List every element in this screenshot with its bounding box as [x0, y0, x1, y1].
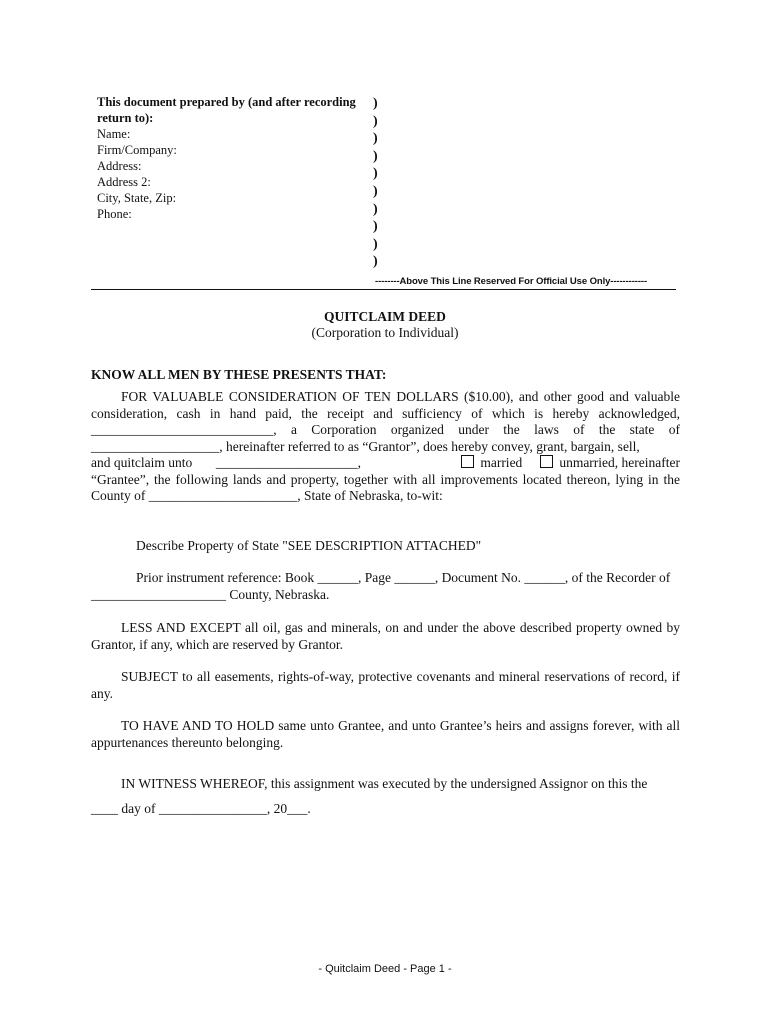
bracket-paren: )	[373, 96, 378, 111]
prior-instrument	[91, 570, 680, 603]
witness-paragraph	[91, 776, 680, 793]
page-footer	[0, 963, 770, 975]
less-except-text: LESS AND EXCEPT all oil, gas and minerals, on and under the above described property owned by Grantor, if any, which are reserved by Grantor.	[91, 620, 680, 652]
bracket-paren: )	[373, 166, 378, 182]
less-except-paragraph	[91, 620, 680, 653]
to-have-text: TO HAVE AND TO HOLD same unto Grantee, and unto Grantee’s heirs and assigns forever, with all appurtenances thereunto belonging.	[91, 718, 680, 750]
bracket-paren: )	[373, 219, 378, 235]
describe-property-text: Describe Property of State "SEE DESCRIPTION ATTACHED"	[136, 538, 482, 553]
bracket-column	[373, 95, 378, 271]
date-line	[91, 801, 680, 818]
preparer-city-label: City, State, Zip:	[97, 191, 177, 205]
unmarried-label: unmarried, hereinafter	[559, 455, 680, 470]
date-line-text: ____ day of ________________, 20___.	[91, 801, 311, 816]
deed-title: QUITCLAIM DEED	[324, 309, 446, 324]
marital-status	[443, 455, 680, 472]
reserved-divider	[91, 289, 676, 290]
know-all-men-heading: KNOW ALL MEN BY THESE PRESENTS THAT:	[91, 367, 387, 382]
married-label: married	[480, 455, 523, 470]
bracket-paren: )	[373, 201, 378, 217]
quitclaim-label: and quitclaim unto	[91, 455, 193, 470]
preparer-title-line-1: This document prepared by (and after recording	[97, 95, 356, 109]
bracket-paren: )	[373, 113, 378, 129]
married-checkbox[interactable]	[461, 455, 474, 468]
witness-text: IN WITNESS WHEREOF, this assignment was executed by the undersigned Assignor on this the	[121, 776, 648, 791]
preparer-block	[97, 94, 369, 222]
bracket-paren: )	[373, 183, 378, 199]
unmarried-checkbox[interactable]	[540, 455, 553, 468]
to-have-paragraph	[91, 718, 680, 751]
consideration-paragraph	[91, 389, 680, 505]
consideration-text: FOR VALUABLE CONSIDERATION OF TEN DOLLARS ($10.00), and other good and valuable consideration, cash in hand paid, the receipt and sufficiency of which is hereby acknowledged, ___________________________, a Corporation organized under the laws of the state of ___________________, hereinafter referred to as “Grantor”, does hereby convey, grant, bargain, sell,	[91, 389, 680, 454]
preparer-name-label: Name:	[97, 127, 131, 141]
preparer-firm-label: Firm/Company:	[97, 143, 177, 157]
preparer-phone-label: Phone:	[97, 207, 132, 221]
grantee-text: “Grantee”, the following lands and property, together with all improvements located thereon, lying in the County of ______________________, State of Nebraska, to-wit:	[91, 471, 680, 503]
quitclaim-row	[91, 455, 680, 472]
describe-property	[91, 538, 680, 555]
footer-left: - Quitclaim Deed -	[318, 963, 411, 975]
bracket-paren: )	[373, 236, 378, 252]
deed-subtitle: (Corporation to Individual)	[311, 325, 459, 340]
grantee-blank: _____________________,	[215, 455, 361, 470]
bracket-paren: )	[373, 254, 378, 270]
bracket-paren: )	[373, 148, 378, 164]
prior-instrument-line-2: ____________________ County, Nebraska.	[91, 586, 330, 602]
bracket-paren: )	[373, 131, 378, 147]
footer-page-number: Page 1	[410, 963, 445, 975]
footer-right: -	[444, 963, 452, 975]
reserved-notice: --------Above This Line Reserved For Official Use Only------------	[375, 276, 648, 287]
preparer-address-label: Address:	[97, 159, 142, 173]
subject-text: SUBJECT to all easements, rights-of-way, protective covenants and mineral reservations of record, if any.	[91, 669, 680, 701]
prior-instrument-line-1: Prior instrument reference: Book ______, Page ______, Document No. ______, of the Recorder of	[136, 570, 671, 585]
preparer-address2-label: Address 2:	[97, 175, 151, 189]
quitclaim-unto-text	[91, 455, 361, 472]
preparer-title-line-2: return to):	[97, 111, 154, 125]
subject-paragraph	[91, 669, 680, 702]
